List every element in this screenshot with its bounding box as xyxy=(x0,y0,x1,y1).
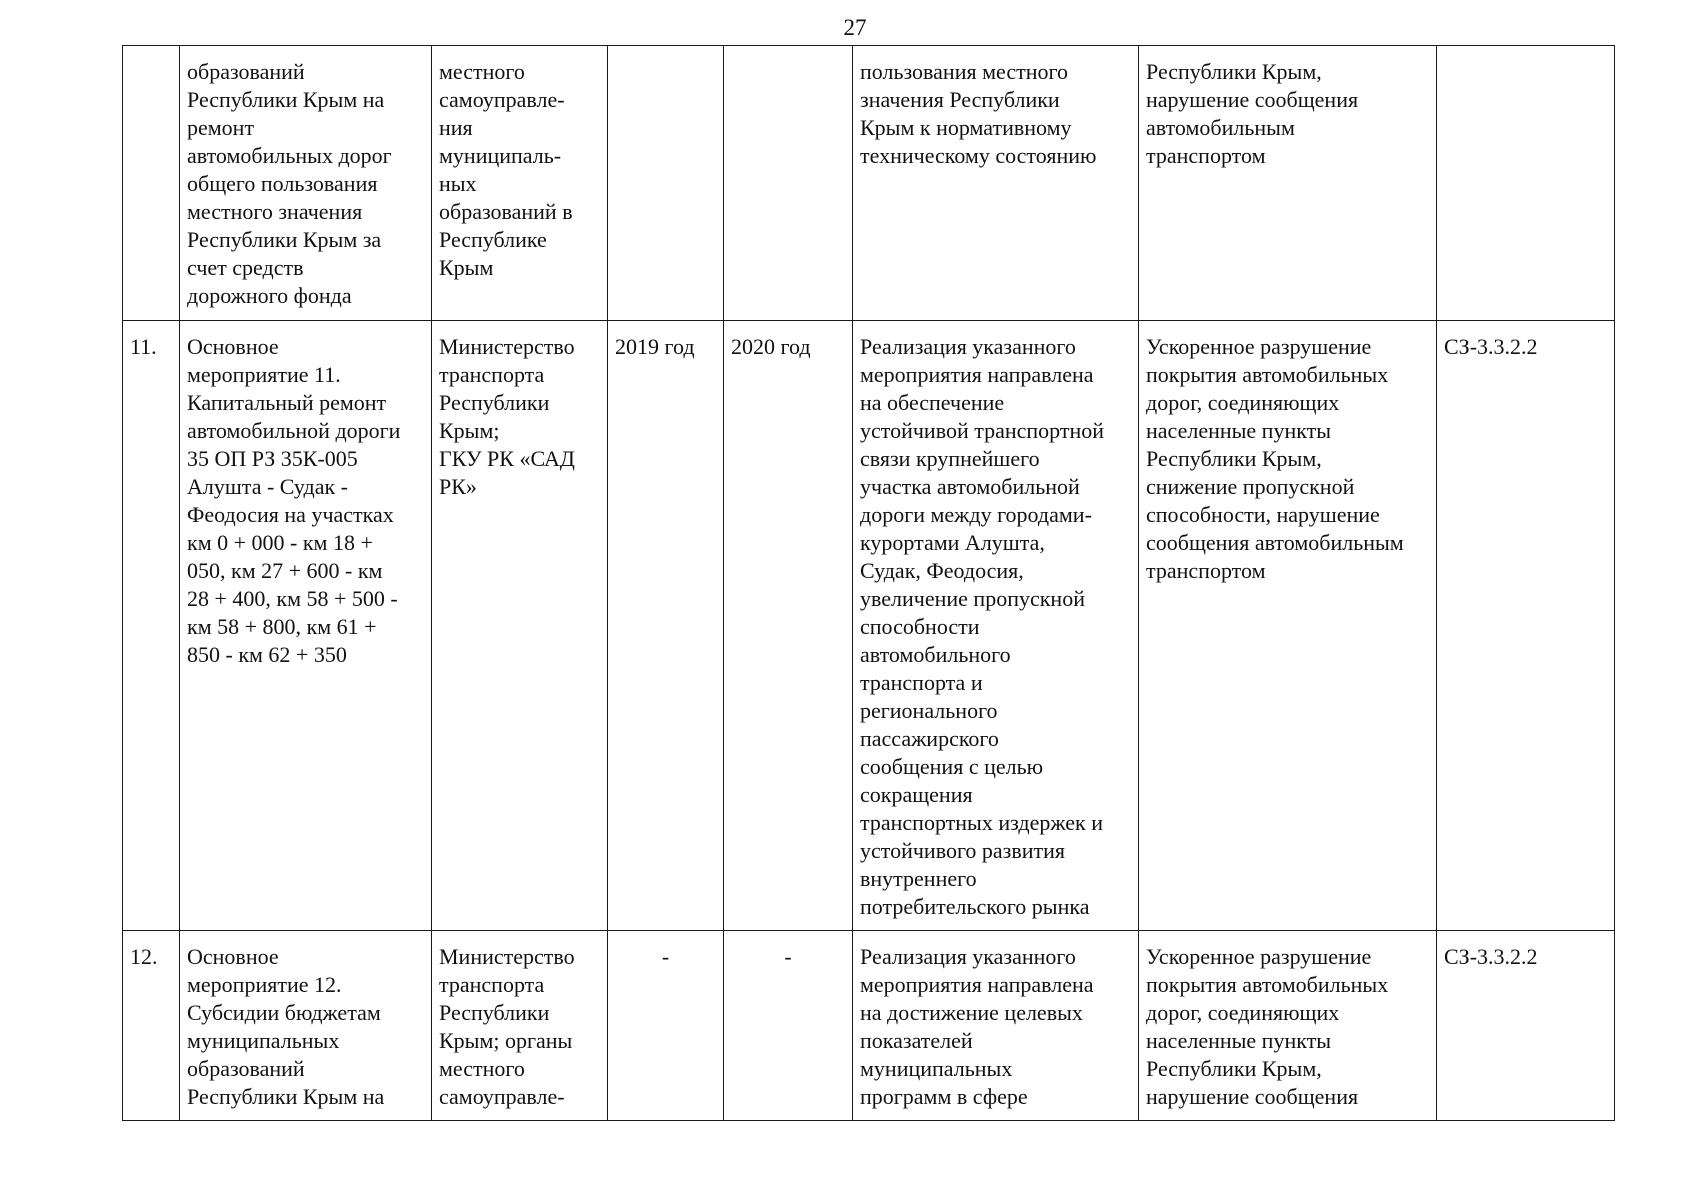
cell-start-year xyxy=(608,46,724,321)
cell-measure-name: Основное мероприятие 11. Капитальный ремонт автомобильной дороги 35 ОП РЗ 35К-005 Алушта - Судак - Феодосия на участках км 0 + 000 - км 18 + 050, км 27 + 600 - км 28 + 400, км 58 + 500 - км 58 + 800, км 61 + 850 - км 62 + 350 xyxy=(180,321,432,931)
cell-start-year: - xyxy=(608,931,724,1121)
cell-expected-result: пользования местного значения Республики Крым к нормативному техническому состоянию xyxy=(853,46,1139,321)
table-row xyxy=(123,931,1615,1121)
cell-start-year: 2019 год xyxy=(608,321,724,931)
cell-link: СЗ-3.3.2.2 xyxy=(1437,931,1615,1121)
cell-expected-result: Реализация указанного мероприятия направлена на обеспечение устойчивой транспортной связи крупнейшего участка автомобильной дороги между городами- курортами Алушта, Судак, Феодосия, увеличение пропускной способности автомобильного транспорта и регионального пассажирского сообщения с целью сокращения транспортных издержек и устойчивого развития внутреннего потребительского рынка xyxy=(853,321,1139,931)
cell-number: 11. xyxy=(123,321,180,931)
table-row xyxy=(123,46,1615,321)
cell-consequences: Республики Крым, нарушение сообщения автомобильным транспортом xyxy=(1139,46,1437,321)
cell-consequences: Ускоренное разрушение покрытия автомобильных дорог, соединяющих населенные пункты Республики Крым, снижение пропускной способности, нарушение сообщения автомобильным транспортом xyxy=(1139,321,1437,931)
cell-end-year: - xyxy=(724,931,853,1121)
cell-end-year: 2020 год xyxy=(724,321,853,931)
measures-table xyxy=(122,45,1615,1121)
cell-link xyxy=(1437,46,1615,321)
cell-measure-name: образований Республики Крым на ремонт автомобильных дорог общего пользования местного значения Республики Крым за счет средств дорожного фонда xyxy=(180,46,432,321)
cell-consequences: Ускоренное разрушение покрытия автомобильных дорог, соединяющих населенные пункты Республики Крым, нарушение сообщения xyxy=(1139,931,1437,1121)
cell-expected-result: Реализация указанного мероприятия направлена на достижение целевых показателей муниципальных программ в сфере xyxy=(853,931,1139,1121)
cell-number xyxy=(123,46,180,321)
table-row xyxy=(123,321,1615,931)
cell-end-year xyxy=(724,46,853,321)
page-number: 27 xyxy=(843,15,867,40)
cell-executor: Министерство транспорта Республики Крым; ГКУ РК «САД РК» xyxy=(432,321,608,931)
cell-number: 12. xyxy=(123,931,180,1121)
cell-link: СЗ-3.3.2.2 xyxy=(1437,321,1615,931)
cell-executor: местного самоуправле- ния муниципаль- ных образований в Республике Крым xyxy=(432,46,608,321)
cell-measure-name: Основное мероприятие 12. Субсидии бюджетам муниципальных образований Республики Крым на xyxy=(180,931,432,1121)
cell-executor: Министерство транспорта Республики Крым; органы местного самоуправле- xyxy=(432,931,608,1121)
